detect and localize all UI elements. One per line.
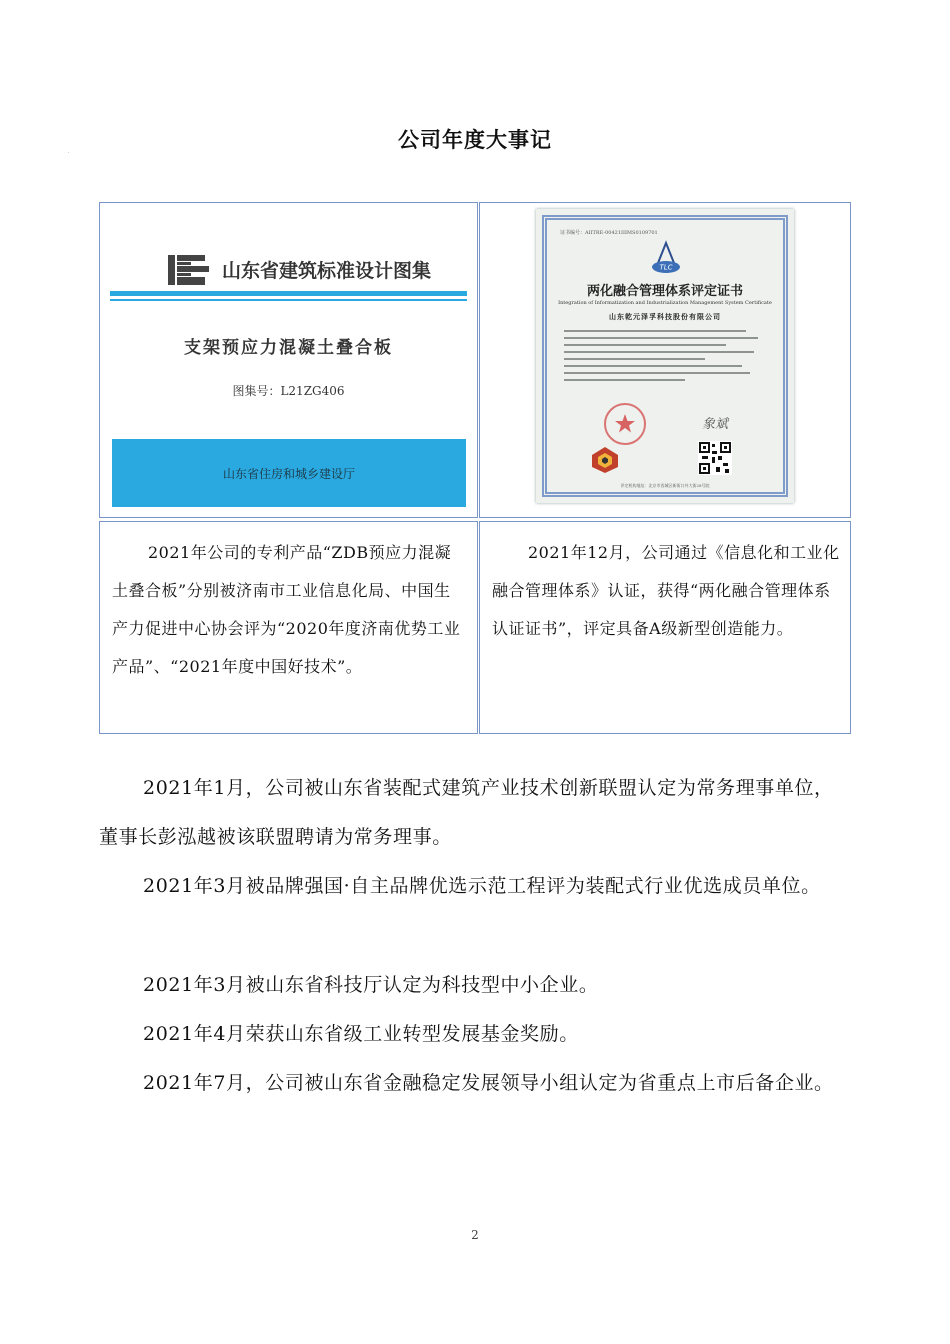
paragraph: 2021年3月被品牌强国·自主品牌优选示范工程评为装配式行业优选成员单位。 — [143, 875, 821, 897]
paragraph: 2021年1月，公司被山东省装配式建筑产业技术创新联盟认定为常务理事单位，董事长彭泓越被该联盟聘请为常务理事。 — [99, 777, 834, 848]
cover-band — [112, 439, 466, 507]
cover-divider — [110, 291, 467, 296]
certificate-number: 证书编号：AIITRE-00421IIIMS0109701 — [560, 230, 658, 236]
atlas-title: 支架预应力混凝土叠合板 — [184, 338, 393, 358]
page-title: 公司年度大事记 — [398, 128, 552, 152]
atlas-logo-icon — [68, 153, 212, 287]
certificate-signature: 象斌 — [702, 417, 729, 432]
certificate-image — [536, 209, 794, 503]
svg-text:IB: IB — [68, 153, 70, 154]
paragraph: 2021年7月，公司被山东省金融稳定发展领导小组认定为省重点上市后备企业。 — [143, 1072, 834, 1094]
page-number: 2 — [471, 1228, 479, 1242]
atlas-publisher: 山东省住房和城乡建设厅 — [222, 467, 355, 481]
certifier-logo-icon — [590, 445, 620, 475]
certificate-emblem-icon — [650, 243, 682, 277]
table-cell-certificate-image — [479, 202, 851, 518]
table-text-left: 2021年公司的专利产品“ZDB预应力混凝土叠合板”分别被济南市工业信息化局、中国生产力促进中心协会评为“2020年度济南优势工业产品”、“2021年度中国好技术”。 — [112, 543, 461, 676]
table-text-right: 2021年12月，公司通过《信息化和工业化融合管理体系》认证，获得“两化融合管理体系认证证书”，评定具备A级新型创造能力。 — [492, 543, 840, 638]
table-cell-right-text — [479, 521, 851, 734]
atlas-code: 图集号：L21ZG406 — [232, 384, 345, 398]
atlas-series-title: 山东省建筑标准设计图集 — [222, 260, 432, 282]
table-cell-cover-image — [68, 153, 478, 518]
certificate-title: 两化融合管理体系评定证书 — [586, 284, 743, 299]
certificate-company: 山东乾元泽孚科技股份有限公司 — [609, 312, 721, 321]
certificate-footer: 评定机构地址：北京市西城区新街口外大街28号院 — [620, 483, 710, 488]
paragraph: 2021年4月荣获山东省级工业转型发展基金奖励。 — [143, 1023, 579, 1045]
svg-text:TLC: TLC — [659, 263, 673, 272]
red-seal-icon — [602, 401, 648, 447]
cover-divider-thin — [110, 299, 467, 301]
table-cell-left-text — [99, 521, 478, 734]
qr-code-icon — [698, 441, 732, 475]
certificate-body-lines — [564, 325, 766, 386]
certificate-subtitle: Integration of Informatization and Industrialization Management System Certificate — [558, 300, 772, 306]
atlas-cover-image — [68, 153, 467, 509]
paragraph: 2021年3月被山东省科技厅认定为科技型中小企业。 — [143, 974, 599, 996]
